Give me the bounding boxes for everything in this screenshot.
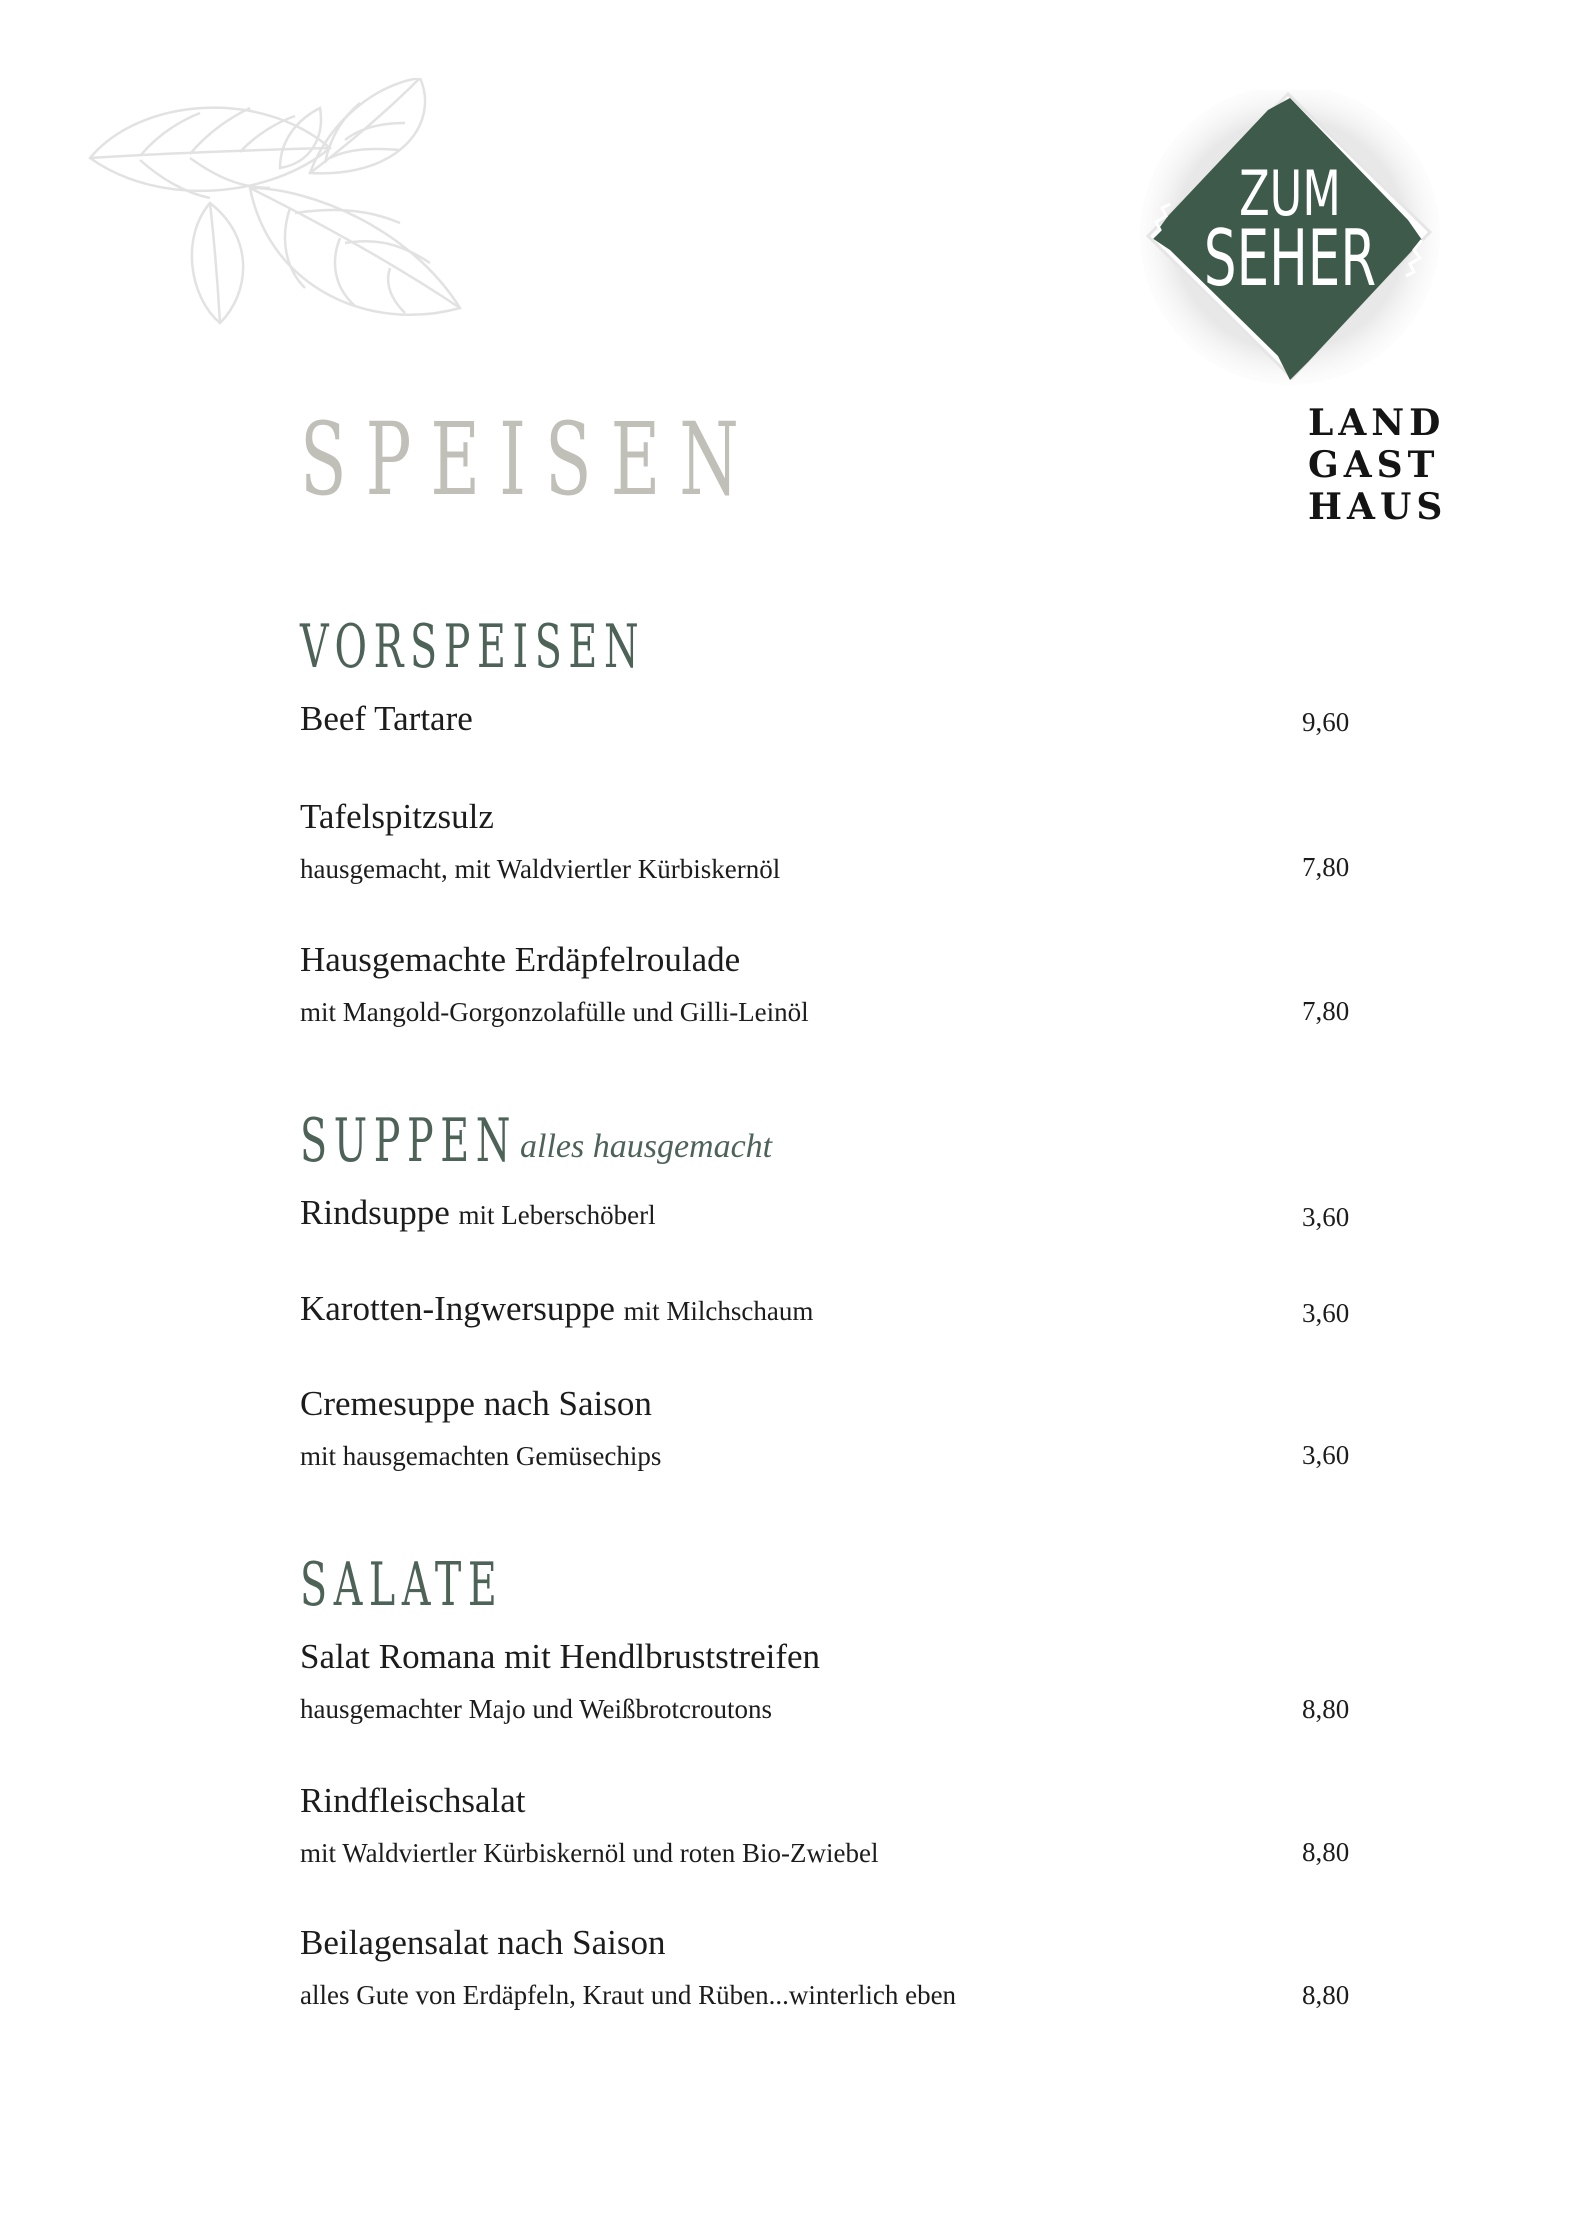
section-note: alles hausgemacht [520,1128,773,1165]
item-name: Rindfleischsalat [300,1781,526,1820]
item-inline-description: mit Leberschöberl [458,1200,656,1230]
item-description: hausgemachter Majo und Weißbrotcroutons [300,1694,772,1724]
item-name: Beef Tartare [300,699,473,738]
item-name: Tafelspitzsulz [300,797,494,836]
basil-leaves-icon [80,78,480,328]
menu-item [300,1383,1360,1473]
menu-item [300,698,1360,740]
item-price: 8,80 [1302,1980,1350,2010]
section-title-vorspeisen: VORSPEISEN [300,612,646,682]
item-name-text: Karotten-Ingwersuppe [300,1289,615,1328]
item-inline-description: mit Milchschaum [623,1296,814,1326]
item-name-text: Rindsuppe [300,1193,450,1232]
logo-line2: SEHER [1203,213,1377,304]
item-description: mit Waldviertler Kürbiskernöl und roten Bio-Zwiebel [300,1838,879,1868]
torn-paper-logo-icon [1140,90,1440,390]
section-title-suppen: SUPPEN [300,1106,517,1176]
logo-line1: ZUM [1239,157,1341,230]
logo-sub-land: LAND [1308,402,1446,444]
section-title-salate: SALATE [300,1550,504,1620]
item-price: 9,60 [1302,707,1350,737]
item-price: 3,60 [1302,1202,1350,1232]
logo-subtitle [1308,402,1447,528]
item-name [300,1288,1360,1332]
menu-item [300,939,1360,1029]
menu-item [300,796,1360,886]
item-price: 3,60 [1302,1440,1350,1470]
menu-item [300,1192,1360,1236]
item-price: 7,80 [1302,996,1350,1026]
item-description: mit Mangold-Gorgonzolafülle und Gilli-Leinöl [300,997,809,1027]
item-description: hausgemacht, mit Waldviertler Kürbiskernöl [300,854,781,884]
page-title: SPEISEN [300,401,758,518]
item-name: Beilagensalat nach Saison [300,1923,666,1962]
item-name [300,1192,1360,1236]
menu-item [300,1636,1360,1726]
logo-sub-gast: GAST [1308,444,1440,486]
item-name: Salat Romana mit Hendlbruststreifen [300,1637,821,1676]
menu-item [300,1922,1360,2012]
item-price: 3,60 [1302,1298,1350,1328]
menu-item [300,1288,1360,1332]
item-description: alles Gute von Erdäpfeln, Kraut und Rüben...winterlich eben [300,1980,957,2010]
menu-item [300,1780,1360,1870]
logo-sub-haus: HAUS [1308,486,1448,528]
item-price: 8,80 [1302,1694,1350,1724]
item-name: Hausgemachte Erdäpfelroulade [300,940,741,979]
item-name: Cremesuppe nach Saison [300,1384,652,1423]
item-price: 8,80 [1302,1837,1350,1867]
item-description: mit hausgemachten Gemüsechips [300,1441,662,1471]
item-price: 7,80 [1302,852,1350,882]
